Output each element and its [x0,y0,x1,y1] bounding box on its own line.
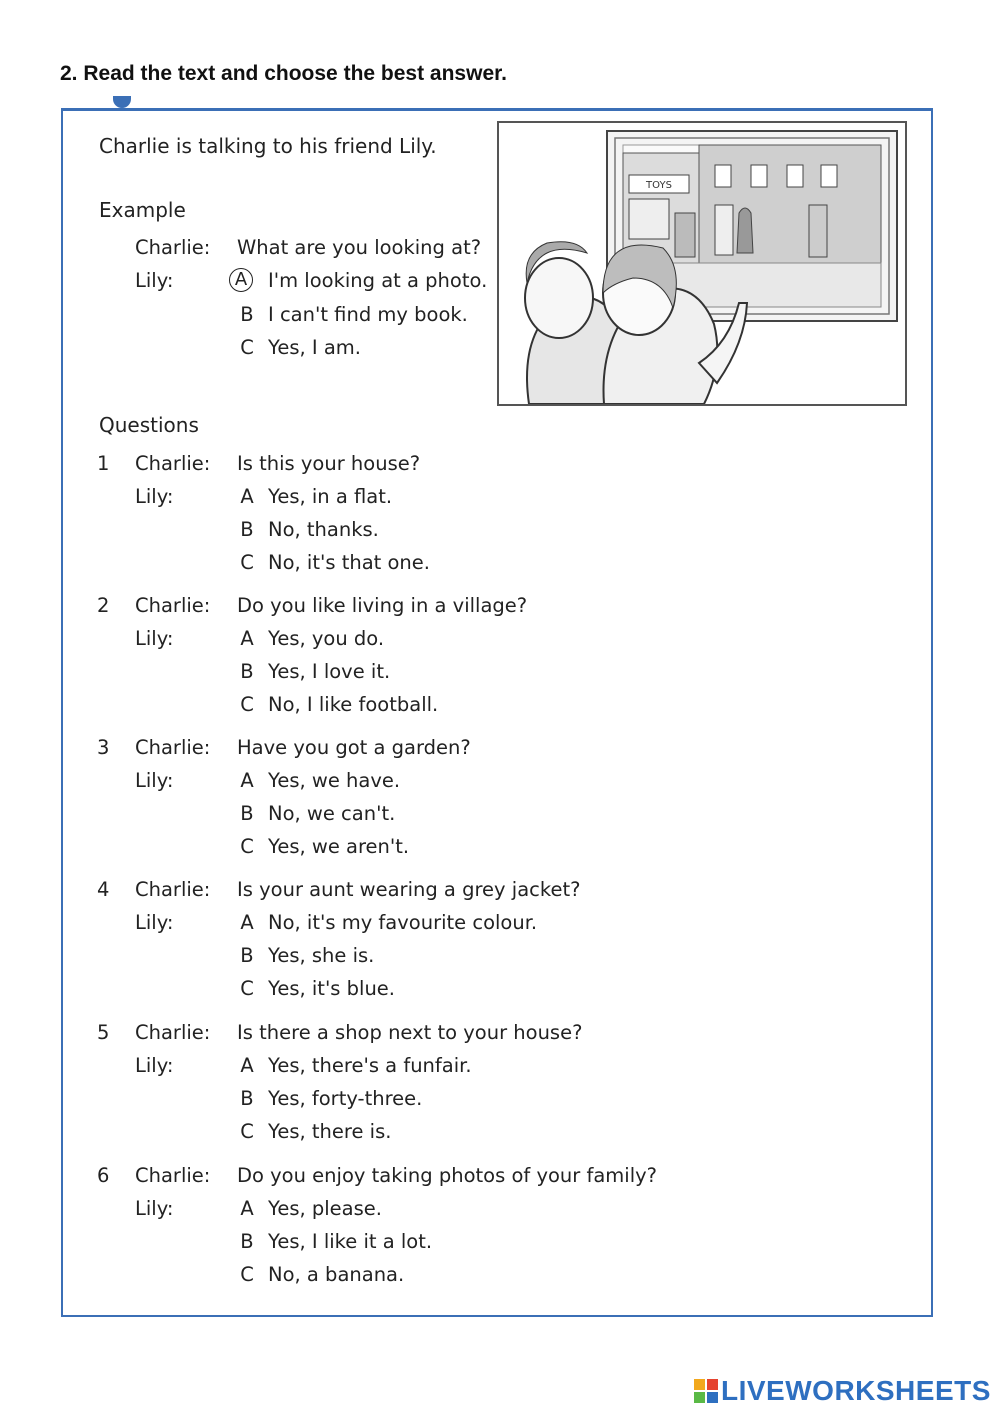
example-option-b: I can't find my book. [268,303,468,326]
option-text: Yes, we aren't. [268,835,410,858]
liveworksheets-logo-icon [693,1378,719,1404]
option-letter: B [240,802,254,825]
option-letter: B [240,518,254,541]
question-number: 6 [97,1164,110,1187]
speaker-lily: Lily: [135,769,174,792]
question-number: 5 [97,1021,110,1044]
question-text: Do you enjoy taking photos of your family? [237,1164,658,1187]
option-text: Yes, forty-three. [268,1087,423,1110]
decorative-tab [113,96,131,108]
option-text: Yes, there is. [268,1120,392,1143]
speaker-charlie: Charlie: [135,736,211,759]
option-text: Yes, I like it a lot. [268,1230,433,1253]
option-letter: B [240,1087,254,1110]
option-letter: A [240,1054,254,1077]
option-letter: C [240,835,254,858]
option-letter: A [240,911,254,934]
answer-circle: A [229,268,253,292]
option-letter: A [240,769,254,792]
option-letter: C [240,977,254,1000]
example-label: Example [99,198,186,222]
page-heading: 2. Read the text and choose the best answer. [60,62,507,85]
option-text: No, a banana. [268,1263,405,1286]
option-letter: B [240,944,254,967]
option-text: Yes, we have. [268,769,401,792]
speaker-charlie: Charlie: [135,594,211,617]
option-text: Yes, please. [268,1197,382,1220]
option-letter: C [240,551,254,574]
example-question: What are you looking at? [237,236,482,259]
speaker-charlie: Charlie: [135,1021,211,1044]
option-text: No, I like football. [268,693,439,716]
question-text: Is there a shop next to your house? [237,1021,583,1044]
option-text: No, thanks. [268,518,379,541]
question-text: Is this your house? [237,452,421,475]
option-text: Yes, in a flat. [268,485,393,508]
shop-sign-text: TOYS [646,180,672,191]
option-letter: A [240,627,254,650]
option-letter: C [240,1120,254,1143]
liveworksheets-logo [693,1376,991,1406]
speaker-charlie: Charlie: [135,236,211,259]
speaker-lily: Lily: [135,485,174,508]
option-text: Yes, she is. [268,944,375,967]
question-number: 4 [97,878,110,901]
option-letter: C [240,1263,254,1286]
option-letter: B [240,303,254,326]
question-number: 3 [97,736,110,759]
option-text: No, it's that one. [268,551,430,574]
option-letter: B [240,660,254,683]
option-letter: A [240,485,254,508]
question-text: Do you like living in a village? [237,594,528,617]
option-text: No, it's my favourite colour. [268,911,538,934]
option-letter: C [240,693,254,716]
speaker-lily: Lily: [135,269,174,292]
option-letter: B [240,1230,254,1253]
option-text: No, we can't. [268,802,396,825]
questions-label: Questions [99,413,199,437]
logo-text: LIVEWORKSHEETS [721,1375,991,1406]
question-number: 1 [97,452,110,475]
option-letter: C [240,336,254,359]
option-text: Yes, you do. [268,627,385,650]
illustration-children-looking-at-photo [497,121,907,406]
speaker-charlie: Charlie: [135,1164,211,1187]
speaker-lily: Lily: [135,1054,174,1077]
speaker-charlie: Charlie: [135,452,211,475]
speaker-charlie: Charlie: [135,878,211,901]
intro-text: Charlie is talking to his friend Lily. [99,134,437,158]
speaker-lily: Lily: [135,911,174,934]
illustration-drawing [499,123,905,404]
option-text: Yes, it's blue. [268,977,396,1000]
question-text: Is your aunt wearing a grey jacket? [237,878,581,901]
option-text: Yes, there's a funfair. [268,1054,472,1077]
question-text: Have you got a garden? [237,736,471,759]
question-number: 2 [97,594,110,617]
speaker-lily: Lily: [135,1197,174,1220]
option-letter: A [240,1197,254,1220]
example-option-c: Yes, I am. [268,336,361,359]
option-text: Yes, I love it. [268,660,391,683]
speaker-lily: Lily: [135,627,174,650]
example-option-a: I'm looking at a photo. [268,269,488,292]
